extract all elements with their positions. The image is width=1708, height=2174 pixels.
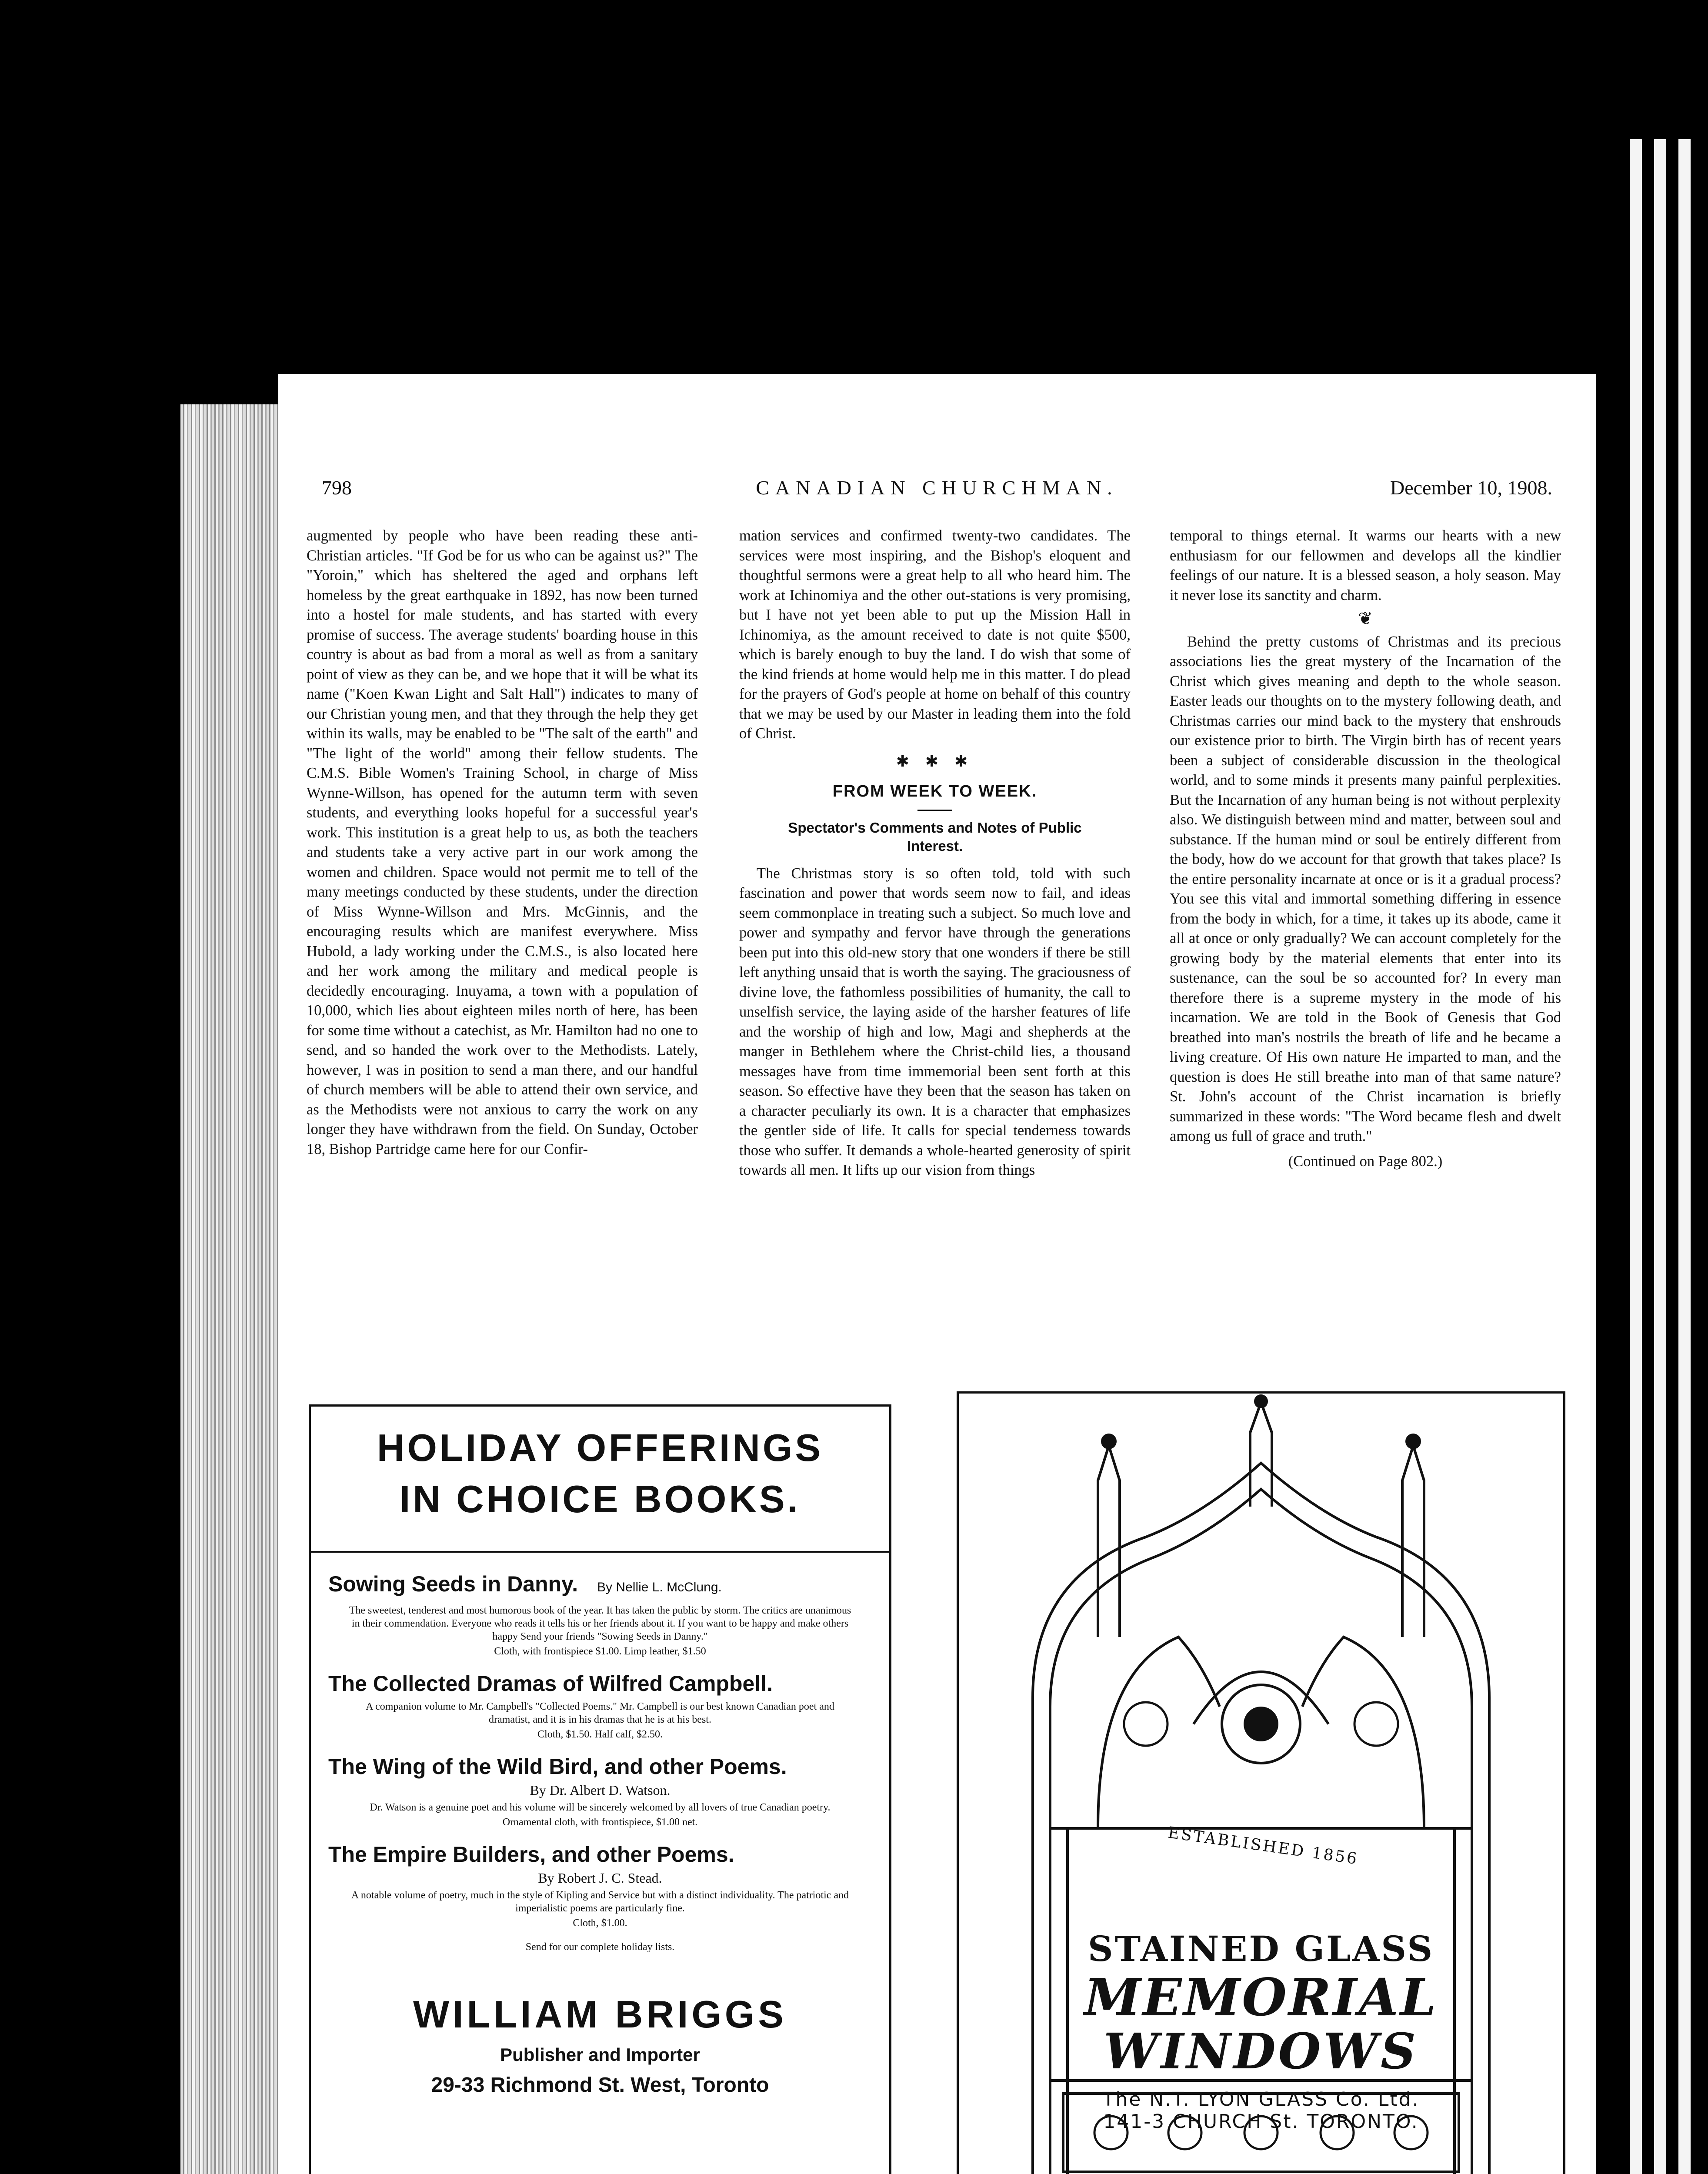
masthead: CANADIAN CHURCHMAN. [756,477,1118,499]
column-2-body: The Christmas story is so often told, told with such fascination and power that words seem now to fail, and ideas seem commonplace in treating such a subject. So much love and power and sympathy and fervor have through the generations been put into this old-new story that one wonders if there be still left anything unsaid that is worth the saying. The graciousness of divine love, the fathomless possibilities of humanity, the call to unselfish service, the laying aside of the harsher features of life and the worship of high and low, Magi and shepherds at the manger in Bethlehem where the Christ-child lies, a thousand messages have from time immemorial been sent forth at this season. So effective have they been that the season has taken on a character peculiarly its own. It is a character that emphasizes the gentler side of life. It calls for special tenderness towards those who suffer. It demands a whole-hearted generosity of spirit towards all men. It lifts up our vision from things [739,865,1131,1178]
book-description: A companion volume to Mr. Campbell's "Collected Poems." Mr. Campbell is our best known Canadian poet and dramatist, and it is in his dramas that he is at his best. [366,1701,834,1725]
book-listing [328,1670,872,1741]
column-1-paragraph: augmented by people who have been reading these anti-Christian articles. "If God be for us who can be against us?" The "Yoroin," which has sheltered the aged and orphans left homeless by the great earthquake in 1892, has now been turned into a hostel for male students, and has started with every promise of success. The average students' boarding house in this country is about as bad from a moral as well as from a sanitary point of view as they can be, and we hope that it will be what its name ("Koen Kwan Light and Salt Hall") indicates to many of our Christian young men, and that they through the help they get within its walls, may be enabled to be "The salt of the earth" and "The light of the world" among their fellow students. The C.M.S. Bible Women's Training School, in charge of Miss Wynne-Willson, has opened for the autumn term with seven students, and everything looks hopeful for a successful year's work. This institution is a great help to us, as both the teachers and students take a very active part in our work among the women and children. Space would not permit me to tell of the many meetings conducted by these students, under the direction of Miss Wynne-Willson and Mrs. McGinnis, and the encouraging results which are manifest everywhere. Miss Hubold, a lady working under the C.M.S., is also located here and her work among the military and medical people is decidedly encouraging. Inuyama, a town with a population of 10,000, which lies about eighteen miles north of here, has been for some time without a catechist, as Mr. Hamilton had no one to send, and so handed the work over to the Methodists. Lately, however, I was in position to send a man there, and our handful of church members will be able to attend their own service, and as the Methodists were not anxious to carry the work on any longer they have withdrawn from the field. On Sunday, October 18, Bishop Partridge came here for our Confir- [307,527,698,1157]
book-title: Sowing Seeds in Danny. [328,1572,578,1596]
publisher-address: 29-33 Richmond St. West, Toronto [431,2074,769,2097]
ad-title-line-1: HOLIDAY OFFERINGS [377,1426,824,1469]
book-description: A notable volume of poetry, much in the style of Kipling and Service but with a distinct individuality. The patriotic and imperialistic poems are particularly fine. [351,1890,849,1914]
glass-ad-maker: The N.T. LYON GLASS Co. Ltd. [1102,2088,1420,2111]
book-title: The Collected Dramas of Wilfred Campbell. [328,1671,773,1696]
book-page-edges [180,404,285,2174]
section-subtitle: Spectator's Comments and Notes of Public Interest. [788,819,1082,854]
issue-date: December 10, 1908. [1390,477,1552,499]
glass-ad-line-1: STAINED GLASS [1088,1928,1434,1969]
holiday-books-advertisement [309,1404,891,2174]
book-description: Dr. Watson is a genuine poet and his volume will be sincerely welcomed by all lovers of true Canadian poetry. [370,1802,831,1813]
column-2 [739,526,1131,1180]
book-title: The Wing of the Wild Bird, and other Poems. [328,1754,787,1779]
column-1 [307,526,698,1159]
established-label: ESTABLISHED 1856 [1167,1824,1360,1868]
ad-divider [311,1551,889,1553]
column-3 [1170,526,1561,1171]
ornament-icon: ❦ [1358,609,1373,628]
book-listing [328,1841,872,1929]
column-3-body: Behind the pretty customs of Christmas and its precious associations lies the great mystery of the Incarnation of the Christ which gives meaning and depth to the whole season. Easter leads our thoughts on to the mystery following death, and Christmas carries our mind back to the mystery that enshrouds our existence prior to birth. The Virgin birth has of recent years been a subject of considerable discussion in the theological world, and to some minds it presents many painful perplexities. But the Incarnation of any human being is not without perplexity also. We distinguish between mind and matter, between soul and substance. If the human mind or soul be entirely different from the body, how do we account for that growth that takes place? Is the entire personality incarnate at once or is it a gradual process? You see this vital and immortal something differing in essence from the body in which, for a time, it takes up its abode, came it all at once or only gradually? We can account completely for the growing body by the material elements that enter into its sustenance, can the soul be so accounted for? In every man therefore there is a supreme mystery in the mode of his incarnation. We are told in the Book of Genesis that God breathed into man's nostrils the breath of life and he became a living creature. Of His own nature He imparted to man, and the question is does He still breathe into man of that same nature? St. John's account of the Christ incarnation is briefly summarized in these words: "The Word became flesh and dwelt among us full of grace and truth." [1170,633,1561,1144]
book-price: Cloth, with frontispiece $1.00. Limp leather, $1.50 [494,1646,706,1657]
section-divider-stars: ✱ ✱ ✱ [896,752,974,770]
publisher-block [328,1992,872,2097]
column-3-intro: temporal to things eternal. It warms our hearts with a new enthusiasm for our fellowmen and develops all the kindlier feelings of our nature. It is a blessed season, a holy season. May it never lose its sanctity and charm. [1170,527,1561,604]
book-description: The sweetest, tenderest and most humorous book of the year. It has taken the public by storm. The critics are unanimous in their commendation. Everyone who reads it tells his or her friends about it. If you want to be happy and make others happy Send your friends "Sowing Seeds in Danny." [349,1605,851,1642]
continued-note: (Continued on Page 802.) [1288,1153,1443,1170]
page-header [322,476,1552,502]
newspaper-page [278,374,1596,2174]
book-price: Cloth, $1.50. Half calf, $2.50. [537,1729,663,1740]
book-price: Cloth, $1.00. [573,1917,627,1929]
book-author: By Robert J. C. Stead. [538,1870,662,1886]
glass-ad-line-3: WINDOWS [1104,2023,1418,2080]
section-rule [917,810,952,811]
book-title: The Empire Builders, and other Poems. [328,1842,734,1867]
send-for-lists-note: Send for our complete holiday lists. [525,1941,675,1953]
book-listing [328,1570,872,1657]
column-2-intro: mation services and confirmed twenty-two candidates. The services were most inspiring, and the Bishop's eloquent and thoughtful sermons were a great help to all who heard him. The work at Ichinomiya and the other out-stations is very promising, but I have not yet been able to put up the Mission Hall in Ichinomiya, as the amount received to date is not quite $500, which is barely enough to buy the land. I do wish that some of the kind friends at home would help me in this matter. I do plead for the prayers of God's people at home on behalf of this country that we may be used by our Master in leading them into the fold of Christ. [739,527,1131,742]
publisher-role: Publisher and Importer [500,2044,700,2065]
book-author: By Dr. Albert D. Watson. [530,1782,671,1798]
glass-ad-line-2: MEMORIAL [1084,1967,1438,2027]
glass-ad-address: 141-3 CHURCH St. TORONTO. [1103,2111,1419,2133]
book-price: Ornamental cloth, with frontispiece, $1.00 net. [502,1817,698,1828]
ad-title-line-2: IN CHOICE BOOKS. [399,1477,801,1520]
book-author: By Nellie L. McClung. [597,1580,722,1594]
stained-glass-advertisement [957,1391,1565,2174]
book-listing [328,1753,872,1828]
section-title: FROM WEEK TO WEEK. [832,782,1037,800]
scanner-edge-bars [1630,139,1691,2174]
page-number: 798 [322,477,352,499]
glass-ad-text-panel [1054,1928,1468,2172]
publisher-name: WILLIAM BRIGGS [413,1993,787,2036]
